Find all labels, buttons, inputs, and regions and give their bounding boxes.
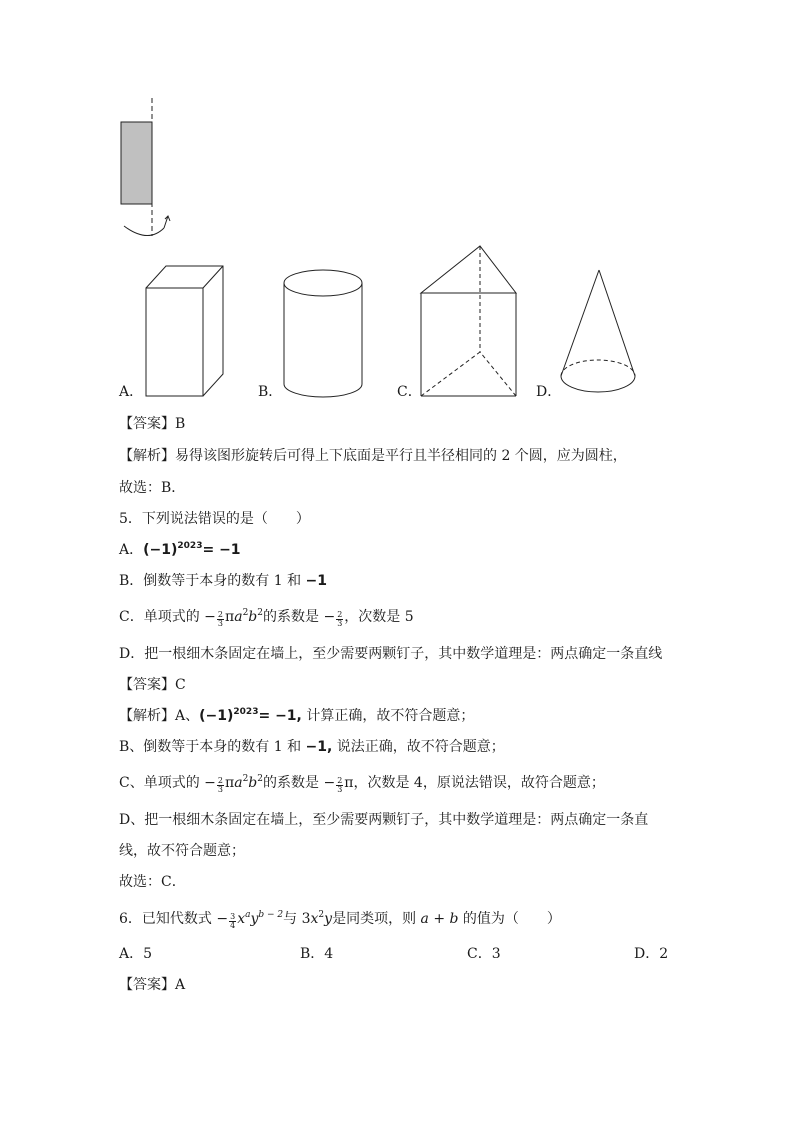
q5-option-a: A．$(-1)^{2023}= -1$ bbox=[119, 541, 241, 558]
geometry-figure bbox=[0, 0, 794, 420]
q5-option-c: C．单项式的 − $\frac{2}{3}$ $\pi a^2b^2$的系数是 − $\frac{2}{3}$ ，次数是 5 bbox=[119, 608, 414, 628]
q4-conclusion-line: 故选：B． bbox=[119, 480, 186, 496]
q6-stem: 6．已知代数式 − $\frac{3}{4}$ $x^ay^{b - 2}$与 $3x^2y$是同类项，则 a + b 的值为（ ） bbox=[119, 910, 561, 930]
cone-shape bbox=[561, 270, 635, 392]
q6-choice-a: A．5 bbox=[119, 946, 153, 962]
answer-value: B bbox=[175, 416, 186, 432]
fraction: $\frac{3}{4}$ bbox=[230, 912, 236, 930]
q6-answer-line: 【答案】A bbox=[119, 977, 186, 993]
q5-answer-line: 【答案】C bbox=[119, 677, 186, 693]
fraction: $\frac{2}{3}$ bbox=[217, 776, 223, 794]
q6-choice-c: C．3 bbox=[467, 946, 501, 962]
q6-choice-b: B．4 bbox=[300, 946, 334, 962]
q5-option-d: D．把一根细木条固定在墙上，至少需要两颗钉子，其中数学道理是：两点确定一条直线 bbox=[119, 646, 663, 662]
analysis-label: 【解析】 bbox=[119, 448, 175, 464]
figure-option-a-label: A． bbox=[119, 384, 144, 400]
q5-stem: 5．下列说法错误的是（ ） bbox=[119, 511, 310, 527]
rectangular-prism-shape bbox=[146, 266, 223, 396]
q5-analysis-c: C、单项式的 − $\frac{2}{3}$ $\pi a^2b^2$的系数是 − $\frac{2}{3}$ π，次数是 4，原说法错误，故符合题意； bbox=[119, 774, 605, 794]
q5-analysis-d-line1: D、把一根细木条固定在墙上，至少需要两颗钉子，其中数学道理是：两点确定一条直 bbox=[119, 812, 649, 828]
figure-option-d-label: D． bbox=[536, 384, 562, 400]
fraction: $\frac{2}{3}$ bbox=[217, 610, 223, 628]
q5-analysis-d-line2: 线，故不符合题意； bbox=[119, 843, 245, 859]
q5-analysis-a: 【解析】A、$(-1)^{2023}= -1$, 计算正确，故不符合题意； bbox=[119, 707, 475, 724]
q4-answer-line bbox=[119, 414, 185, 434]
cylinder-shape bbox=[284, 270, 362, 397]
triangular-prism-shape bbox=[421, 246, 516, 396]
q5-conclusion: 故选：C． bbox=[119, 874, 186, 890]
figure-option-c-label: C． bbox=[397, 384, 422, 400]
figure-option-b-label: B． bbox=[258, 384, 283, 400]
analysis-text: 易得该图形旋转后可得上下底面是平行且半径相同的 2 个圆，应为圆柱， bbox=[175, 448, 627, 464]
q5-analysis-b: B、倒数等于本身的数有 1 和 −1, 说法正确，故不符合题意； bbox=[119, 739, 505, 755]
q4-analysis-line bbox=[119, 446, 627, 466]
rotating-rectangle-diagram bbox=[121, 98, 170, 236]
q6-choice-d: D．2 bbox=[634, 946, 669, 962]
fraction: $\frac{2}{3}$ bbox=[337, 776, 343, 794]
fraction: $\frac{2}{3}$ bbox=[337, 610, 343, 628]
q5-option-b: B．倒数等于本身的数有 1 和 −1 bbox=[119, 573, 328, 589]
answer-label: 【答案】 bbox=[119, 416, 175, 432]
